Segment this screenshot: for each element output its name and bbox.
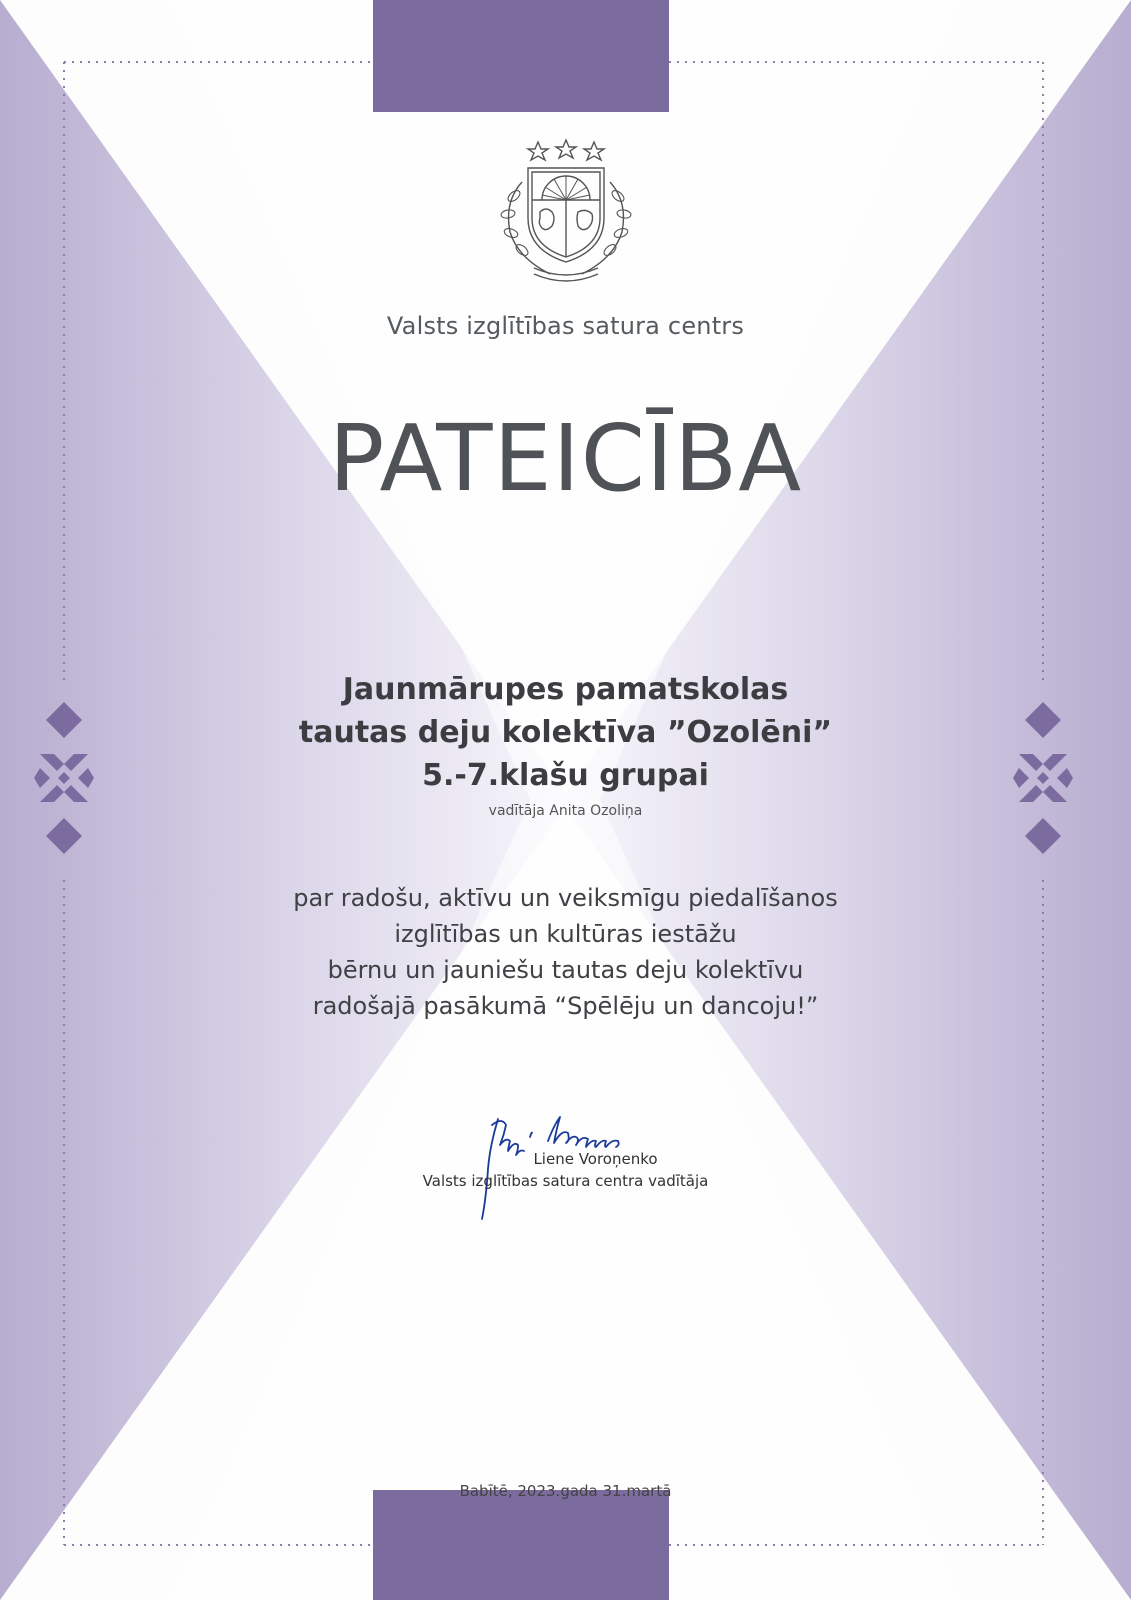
- reason-block: [0, 880, 1131, 1024]
- signer-role: Valsts izglītības satura centra vadītāja: [422, 1172, 709, 1190]
- top-purple-tab: [373, 0, 669, 112]
- reason-line: par radošu, aktīvu un veiksmīgu piedalīšanos: [293, 884, 838, 912]
- coat-of-arms-icon: [478, 138, 654, 286]
- reason-line: bērnu un jauniešu tautas deju kolektīvu: [327, 956, 804, 984]
- group-leader: vadītāja Anita Ozoliņa: [488, 803, 643, 819]
- signer-name: Liene Voroņenko: [533, 1150, 658, 1168]
- recipient-line: tautas deju kolektīva ”Ozolēni”: [298, 715, 833, 750]
- bottom-purple-tab: [373, 1490, 669, 1600]
- signature-block: [0, 1148, 1131, 1192]
- certificate-title: PATEICĪBA: [328, 405, 803, 512]
- reason-line: izglītības un kultūras iestāžu: [394, 920, 737, 948]
- recipient-block: [0, 668, 1131, 797]
- recipient-line: 5.-7.klašu grupai: [422, 758, 709, 793]
- reason-line: radošajā pasākumā “Spēlēju un dancoju!”: [312, 992, 819, 1020]
- issuer-name: Valsts izglītības satura centrs: [386, 312, 745, 340]
- place-and-date: Babītē, 2023.gada 31.martā: [459, 1482, 672, 1500]
- recipient-line: Jaunmārupes pamatskolas: [342, 672, 789, 707]
